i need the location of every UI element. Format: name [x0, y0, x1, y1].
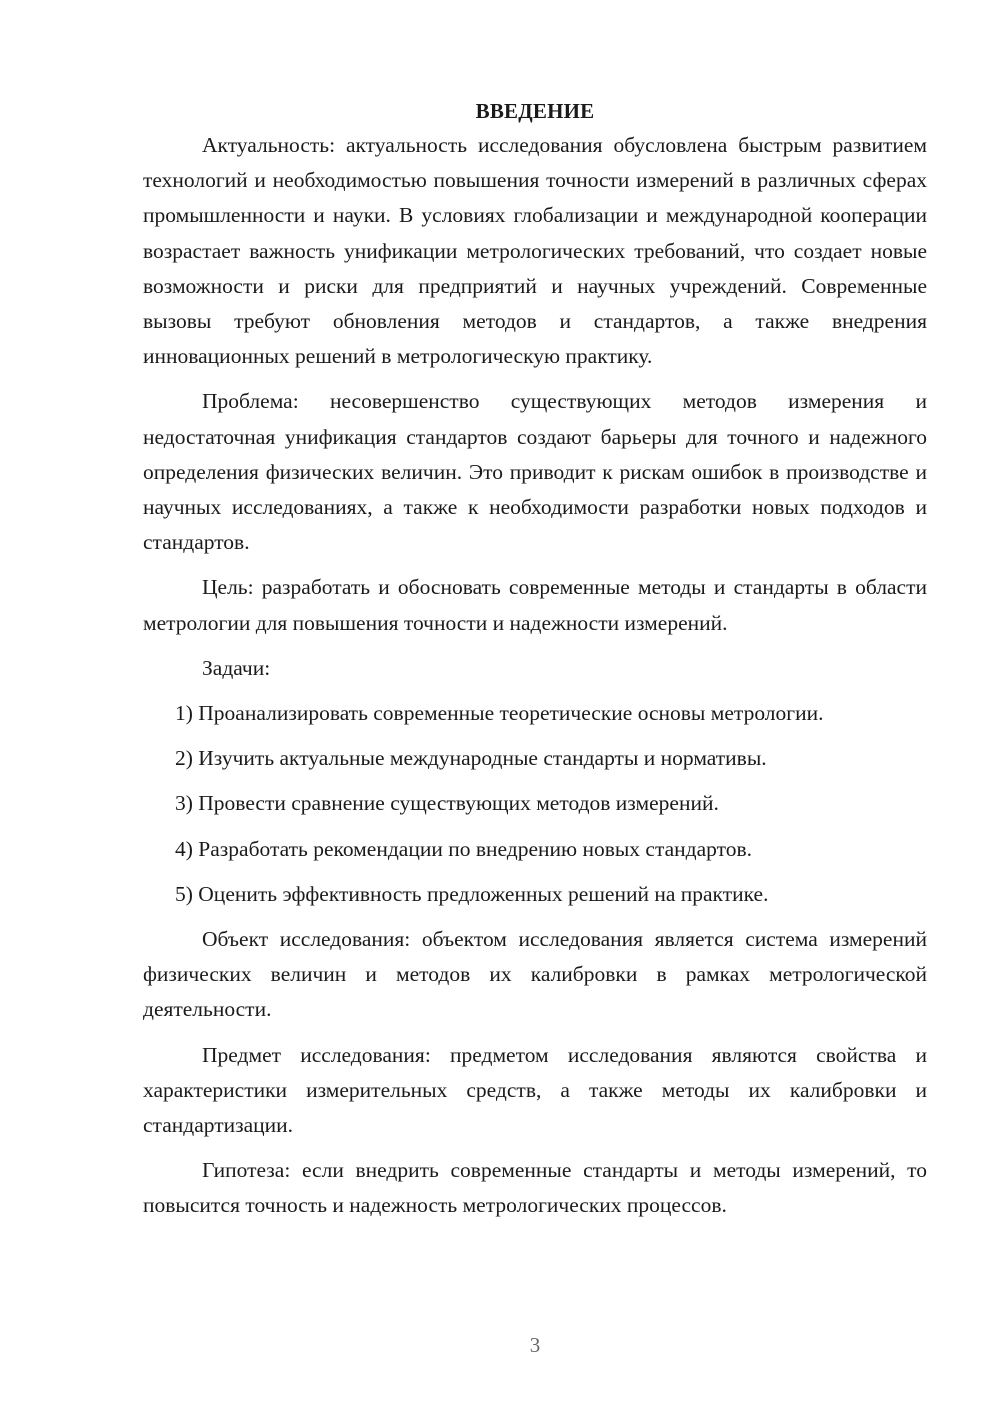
problem-paragraph: Проблема: несовершенство существующих методов измерения и недостаточная унификация стандартов создают барьеры для точного и надежного определения физических величин. Это приводит к рискам ошибок в производстве и научных исследованиях, а также к необходимости разработки новых подходов и стандартов. [143, 389, 927, 555]
task-item: 1) Проанализировать современные теоретические основы метрологии. [175, 701, 824, 726]
tasks-list [143, 696, 927, 912]
goal-paragraph: Цель: разработать и обосновать современные методы и стандарты в области метрологии для повышения точности и надежности измерений. [143, 575, 927, 635]
tasks-label: Задачи: [202, 655, 271, 680]
relevance-paragraph: Актуальность: актуальность исследования обусловлена быстрым развитием технологий и необходимостью повышения точности измерений в различных сферах промышленности и науки. В условиях глобализации и международной кооперации возрастает важность унификации метрологических требований, что создает новые возможности и риски для предприятий и научных учреждений. Современные вызовы требуют обновления методов и стандартов, а также внедрения инновационных решений в метрологическую практику. [143, 133, 927, 369]
page-number: 3 [529, 1333, 541, 1357]
subject-paragraph: Предмет исследования: предметом исследования являются свойства и характеристики измерительных средств, а также методы их калибровки и стандартизации. [143, 1042, 927, 1138]
task-item: 2) Изучить актуальные международные стандарты и нормативы. [175, 746, 767, 771]
hypothesis-paragraph: Гипотеза: если внедрить современные стандарты и методы измерений, то повысится точность и надежность метрологических процессов. [143, 1158, 927, 1218]
object-paragraph: Объект исследования: объектом исследования является система измерений физических величин и методов их калибровки в рамках метрологической деятельности. [143, 927, 927, 1022]
document-page [143, 95, 927, 1234]
section-title: ВВЕДЕНИЕ [475, 99, 595, 123]
task-item: 3) Провести сравнение существующих методов измерений. [175, 791, 719, 816]
task-item: 5) Оценить эффективность предложенных решений на практике. [175, 881, 769, 906]
task-item: 4) Разработать рекомендации по внедрению новых стандартов. [175, 836, 753, 861]
